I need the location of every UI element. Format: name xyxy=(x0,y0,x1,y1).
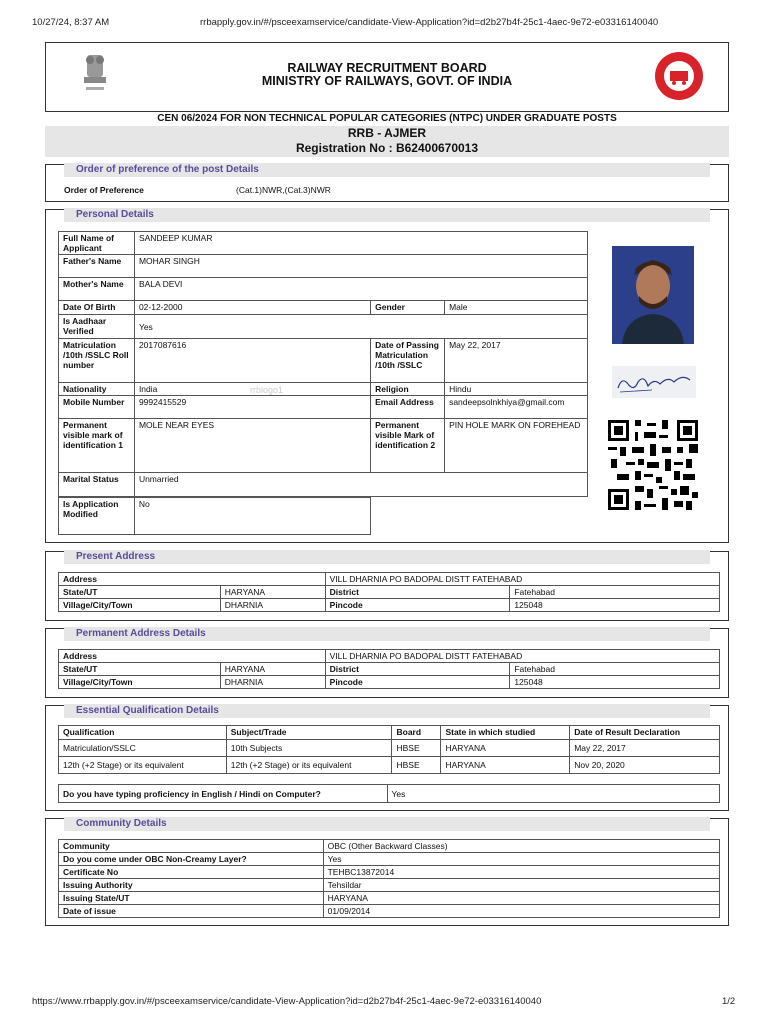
qual-cell: HBSE xyxy=(392,757,441,774)
qual-header-cell: Qualification xyxy=(59,726,227,740)
table-row xyxy=(59,840,720,853)
board-title: RAILWAY RECRUITMENT BOARD xyxy=(287,61,487,75)
full-name-value: SANDEEP KUMAR xyxy=(134,232,587,255)
signature-drawing xyxy=(612,366,696,398)
present-state-value: HARYANA xyxy=(220,586,325,599)
permanent-address-section xyxy=(45,628,729,698)
preference-section-title: Order of preference of the post Details xyxy=(76,164,259,175)
marital-value: Unmarried xyxy=(134,473,587,497)
mark2-value: PIN HOLE MARK ON FOREHEAD xyxy=(445,419,588,473)
community-label: Issuing Authority xyxy=(59,879,324,892)
registration-number: Registration No : B62400670013 xyxy=(45,141,729,157)
print-page-number: 1/2 xyxy=(722,996,736,1007)
qualification-title: Essential Qualification Details xyxy=(76,705,219,716)
preference-section-header xyxy=(64,163,710,177)
typing-label: Do you have typing proficiency in English / Hindi on Computer? xyxy=(59,785,388,803)
qual-header-cell: Date of Result Declaration xyxy=(570,726,720,740)
table-row xyxy=(59,879,720,892)
qual-header-cell: Board xyxy=(392,726,441,740)
permanent-district-label: District xyxy=(325,663,510,676)
permanent-address-label: Address xyxy=(59,650,326,663)
community-label: Do you come under OBC Non-Creamy Layer? xyxy=(59,853,324,866)
present-address-header xyxy=(64,550,710,564)
present-address-label: Address xyxy=(59,573,326,586)
modified-value: No xyxy=(134,498,370,535)
matric-roll-value: 2017087616 xyxy=(134,339,370,383)
typing-value: Yes xyxy=(387,785,719,803)
community-value: OBC (Other Backward Classes) xyxy=(323,840,719,853)
community-label: Issuing State/UT xyxy=(59,892,324,905)
mark2-label: Permanent visible Mark of identification 2 xyxy=(371,419,445,473)
present-address-title: Present Address xyxy=(76,551,156,562)
present-village-label: Village/City/Town xyxy=(59,599,221,612)
header-box xyxy=(45,42,729,112)
personal-section-header xyxy=(64,208,710,222)
community-title: Community Details xyxy=(76,818,167,829)
qual-cell: 12th (+2 Stage) or its equivalent xyxy=(59,757,227,774)
mark1-value: MOLE NEAR EYES xyxy=(134,419,370,473)
permanent-district-value: Fatehabad xyxy=(510,663,720,676)
matric-date-label: Date of Passing Matriculation /10th /SSLC xyxy=(371,339,445,383)
dob-label: Date Of Birth xyxy=(59,301,135,315)
qual-header-cell: State in which studied xyxy=(441,726,570,740)
community-value: Tehsildar xyxy=(323,879,719,892)
mark1-label: Permanent visible mark of identification 1 xyxy=(59,419,135,473)
mobile-value: 9992415529 xyxy=(134,396,370,419)
permanent-address-value: VILL DHARNIA PO BADOPAL DISTT FATEHABAD xyxy=(325,650,719,663)
modified-label: Is Application Modified xyxy=(59,498,135,535)
table-row xyxy=(59,757,720,774)
permanent-pincode-value: 125048 xyxy=(510,676,720,689)
dob-value: 02-12-2000 xyxy=(134,301,370,315)
community-value: TEHBC13872014 xyxy=(323,866,719,879)
qual-cell: 12th (+2 Stage) or its equivalent xyxy=(226,757,392,774)
nationality-label: Nationality xyxy=(59,383,135,396)
preference-value: (Cat.1)NWR,(Cat.3)NWR xyxy=(236,185,331,195)
qualification-header xyxy=(64,704,710,718)
community-label: Community xyxy=(59,840,324,853)
mother-name-label: Mother's Name xyxy=(59,278,135,301)
permanent-address-title: Permanent Address Details xyxy=(76,628,206,639)
qual-cell: Nov 20, 2020 xyxy=(570,757,720,774)
qualification-table xyxy=(58,725,720,774)
present-village-value: DHARNIA xyxy=(220,599,325,612)
personal-table xyxy=(58,231,588,497)
typing-table xyxy=(58,784,720,803)
table-row xyxy=(59,866,720,879)
community-header xyxy=(64,817,710,831)
marital-label: Marital Status xyxy=(59,473,135,497)
present-district-value: Fatehabad xyxy=(510,586,720,599)
qual-cell: HARYANA xyxy=(441,757,570,774)
qual-cell: HBSE xyxy=(392,740,441,757)
religion-value: Hindu xyxy=(445,383,588,396)
gender-label: Gender xyxy=(371,301,445,315)
religion-label: Religion xyxy=(371,383,445,396)
preference-label: Order of Preference xyxy=(64,185,144,195)
railway-logo-icon xyxy=(654,51,704,101)
present-district-label: District xyxy=(325,586,510,599)
signature-image xyxy=(612,366,696,398)
table-row xyxy=(59,853,720,866)
qualification-section xyxy=(45,705,729,811)
rrb-name: RRB - AJMER xyxy=(45,126,729,141)
permanent-pincode-label: Pincode xyxy=(325,676,510,689)
community-value: Yes xyxy=(323,853,719,866)
preference-section xyxy=(45,164,729,202)
table-row xyxy=(59,740,720,757)
qr-code-icon xyxy=(606,420,700,510)
mobile-label: Mobile Number xyxy=(59,396,135,419)
matric-roll-label: Matriculation /10th /SSLC Roll number xyxy=(59,339,135,383)
aadhaar-value: Yes xyxy=(134,315,587,339)
qual-cell: May 22, 2017 xyxy=(570,740,720,757)
present-address-value: VILL DHARNIA PO BADOPAL DISTT FATEHABAD xyxy=(325,573,719,586)
father-name-label: Father's Name xyxy=(59,255,135,278)
present-pincode-label: Pincode xyxy=(325,599,510,612)
permanent-village-label: Village/City/Town xyxy=(59,676,221,689)
community-table xyxy=(58,839,720,918)
ministry-title: MINISTRY OF RAILWAYS, GOVT. OF INDIA xyxy=(261,74,513,88)
full-name-label: Full Name of Applicant xyxy=(59,232,135,255)
matric-date-value: May 22, 2017 xyxy=(445,339,588,383)
community-value: 01/09/2014 xyxy=(323,905,719,918)
table-row xyxy=(59,892,720,905)
person-photo-icon xyxy=(612,246,694,344)
qual-cell: HARYANA xyxy=(441,740,570,757)
permanent-village-value: DHARNIA xyxy=(220,676,325,689)
gender-value: Male xyxy=(445,301,588,315)
community-label: Certificate No xyxy=(59,866,324,879)
father-name-value: MOHAR SINGH xyxy=(134,255,587,278)
permanent-address-header xyxy=(64,627,710,641)
community-label: Date of issue xyxy=(59,905,324,918)
present-pincode-value: 125048 xyxy=(510,599,720,612)
personal-section-title: Personal Details xyxy=(76,209,154,220)
qual-header-cell: Subject/Trade xyxy=(226,726,392,740)
modified-table xyxy=(58,497,371,535)
email-value: sandeepsolnkhiya@gmail.com xyxy=(445,396,588,419)
qual-cell: Matriculation/SSLC xyxy=(59,740,227,757)
present-state-label: State/UT xyxy=(59,586,221,599)
present-address-table xyxy=(58,572,720,612)
cen-title: CEN 06/2024 FOR NON TECHNICAL POPULAR CATEGORIES (NTPC) UNDER GRADUATE POSTS xyxy=(157,113,617,124)
print-datetime: 10/27/24, 8:37 AM xyxy=(32,17,110,28)
table-row xyxy=(59,905,720,918)
permanent-address-table xyxy=(58,649,720,689)
mother-name-value: BALA DEVI xyxy=(134,278,587,301)
permanent-state-value: HARYANA xyxy=(220,663,325,676)
present-address-section xyxy=(45,551,729,621)
print-footer-url: https://www.rrbapply.gov.in/#/psceexamservice/candidate-View-Application?id=d2b27b4f-25c1-4aec-9e72-e03316140040 xyxy=(32,996,542,1007)
community-section xyxy=(45,818,729,926)
qual-cell: 10th Subjects xyxy=(226,740,392,757)
print-url: rrbapply.gov.in/#/psceexamservice/candidate-View-Application?id=d2b27b4f-25c1-4aec-9e72-e03316140040 xyxy=(200,17,659,28)
email-label: Email Address xyxy=(371,396,445,419)
applicant-photo xyxy=(612,246,694,344)
watermark: rrblogo1 xyxy=(250,385,284,395)
community-value: HARYANA xyxy=(323,892,719,905)
aadhaar-label: Is Aadhaar Verified xyxy=(59,315,135,339)
nationality-value: India xyxy=(134,383,370,396)
permanent-state-label: State/UT xyxy=(59,663,221,676)
